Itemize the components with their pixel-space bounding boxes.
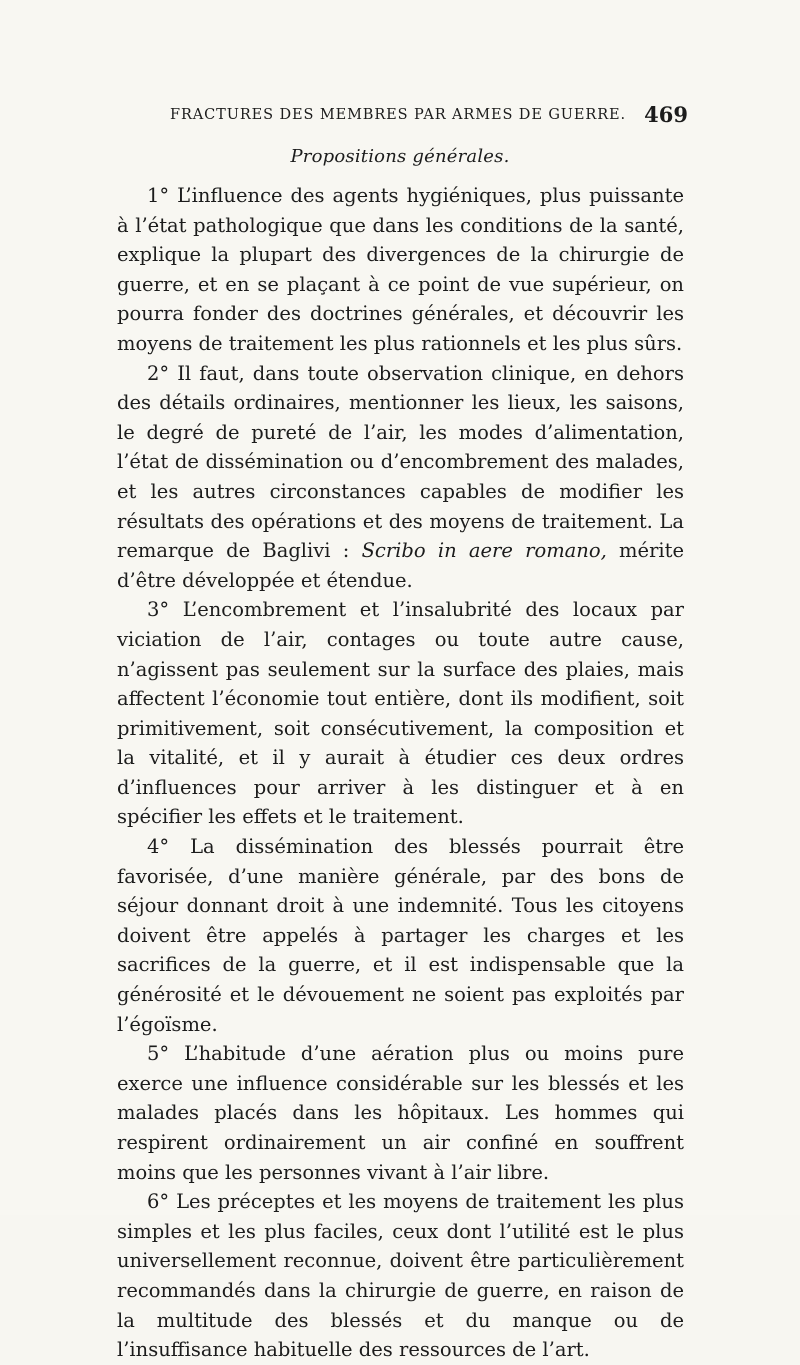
paragraph-4 — [117, 832, 684, 1039]
latin-quote: Scribo in aere romano, — [361, 539, 607, 563]
paragraph-text: L’encombrement et l’insalubrité des locaux par viciation de l’air, contages ou toute autre cause, n’agissent pas seulement sur la surface des plaies, mais affectent l’économie tout entière, dont ils modifient, soit primitivement, soit consécutivement, la composition et la vitalité, et il y aurait à étudier ces deux ordres d’influences pour arriver à les distinguer et à en spécifier les effets et le traitement. — [117, 598, 684, 829]
paragraph-3 — [117, 595, 684, 832]
paragraph-text: Il faut, dans toute observation clinique, en dehors des détails ordinaires, mentionner les lieux, les saisons, le degré de pureté de l’air, les modes d’alimentation, l’état de dissémination ou d’encombrement des malades, et les autres circonstances capables de modifier les résultats des opérations et des moyens de traitement. La remarque de Baglivi : — [117, 361, 684, 563]
body-text — [117, 181, 684, 1365]
paragraph-number: 5° — [147, 1042, 170, 1066]
paragraph-text: Les préceptes et les moyens de traitement les plus simples et les plus faciles, ceux dont l’utilité est le plus universellement reconnue, doivent être particulièrement recommandés dans la chirurgie de guerre, en raison de la multitude des blessés et du manque ou de l’insuffisance habituelle des ressources de l’art. — [117, 1190, 684, 1362]
page-number: 469 — [644, 102, 688, 127]
paragraph-text: L’influence des agents hygiéniques, plus puissante à l’état pathologique que dans les conditions de la santé, explique la plupart des divergences de la chirurgie de guerre, et en se plaçant à ce point de vue supérieur, on pourra fonder des doctrines générales, et découvrir les moyens de traitement les plus rationnels et les plus sûrs. — [117, 184, 684, 355]
paragraph-number: 3° — [147, 598, 170, 622]
section-title: Propositions générales. — [290, 146, 510, 167]
paragraph-2 — [117, 359, 684, 596]
paragraph-text: La dissémination des blessés pourrait être favorisée, d’une manière générale, par des bons de séjour donnant droit à une indemnité. Tous les citoyens doivent être appelés à partager les charges et les sacrifices de la guerre, et il est indispensable que la générosité et le dévouement ne soient pas exploités par l’égoïsme. — [117, 835, 684, 1036]
running-head — [118, 102, 688, 130]
paragraph-text: L’habitude d’une aération plus ou moins pure exerce une influence considérable sur les blessés et les malades placés dans les hôpitaux. Les hommes qui respirent ordinairement un air confiné en souffrent moins que les personnes vivant à l’air libre. — [117, 1042, 684, 1184]
paragraph-number: 4° — [147, 835, 170, 859]
paragraph-text-continued: mérite d’être développée et étendue. — [117, 539, 685, 592]
paragraph-1 — [117, 181, 684, 359]
paragraph-number: 1° — [147, 184, 170, 207]
paragraph-5 — [117, 1039, 684, 1187]
running-title: FRACTURES DES MEMBRES PAR ARMES DE GUERRE. — [170, 107, 627, 123]
paragraph-6 — [117, 1187, 684, 1365]
paragraph-number: 2° — [147, 361, 170, 385]
paragraph-number: 6° — [147, 1190, 170, 1214]
